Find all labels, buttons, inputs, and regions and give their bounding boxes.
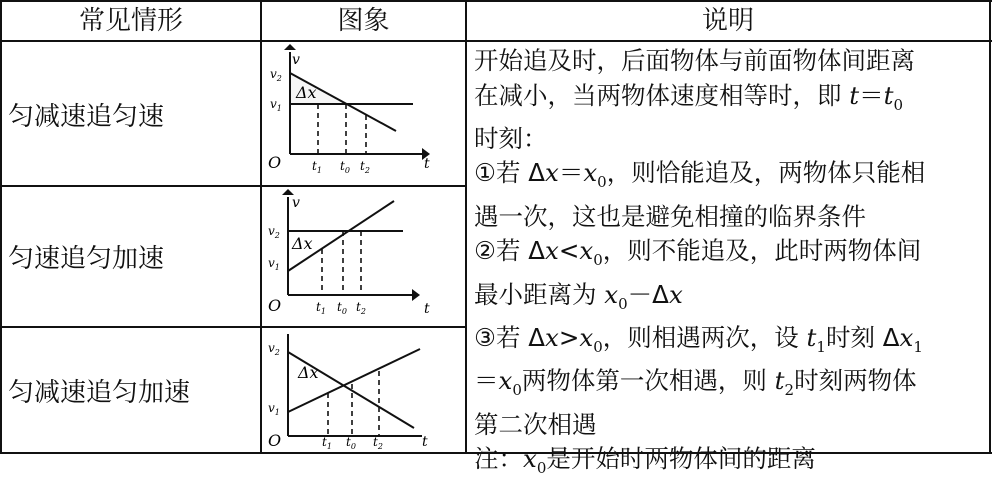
svg-text:t0: $t_0$	[337, 300, 347, 316]
explanation-line-8: ③若 $\Delta x>x_0$，则相遇两次，设 $t_1$时刻 $\Delta x_1$	[474, 323, 923, 356]
svg-text:t2: $t_2$	[360, 159, 370, 175]
svg-text:t0: $t_0$	[346, 435, 356, 451]
svg-text:v1: $v_1$	[268, 256, 280, 272]
explanation-line-4: ①若 $\Delta x=x_0$，则恰能追及，两物体只能相	[474, 158, 926, 192]
header-divider	[0, 40, 992, 42]
explanation-text	[474, 44, 986, 486]
vt-graph-3	[262, 328, 465, 452]
origin-label-1: O	[268, 153, 282, 172]
origin-label-2: O	[268, 296, 282, 315]
svg-text:t0: $t_0$	[340, 159, 350, 175]
svg-text:t: t	[422, 434, 428, 450]
svg-text:t2: $t_2$	[356, 300, 366, 316]
case-label-3: 匀减速追匀加速	[8, 378, 191, 408]
svg-text:v2: $v_2$	[270, 67, 282, 83]
svg-text:t: t	[424, 156, 430, 172]
delta-x-label-1: Δx	[296, 83, 317, 102]
header-graph: 图象	[337, 6, 390, 36]
svg-text:v1: $v_1$	[268, 401, 280, 417]
delta-x-label-3: Δx	[298, 363, 319, 382]
case-label-2: 匀速追匀加速	[8, 244, 165, 274]
explanation-line-3: 时刻：	[474, 123, 548, 153]
axis-v-label-1: v	[292, 52, 300, 68]
axis-v-label-2: v	[292, 195, 300, 211]
table-border-left	[0, 0, 2, 454]
svg-text:v2: $v_2$	[268, 224, 280, 240]
explanation-note: 注：$x_0$是开始时两物体间的距离	[474, 444, 816, 478]
svg-text:v2: $v_2$	[268, 341, 280, 357]
svg-text:t1: $t_1$	[316, 300, 326, 316]
svg-text:t1: $t_1$	[312, 159, 322, 175]
case-label-1: 匀减速追匀速	[8, 102, 165, 132]
table-border-right	[989, 0, 991, 454]
explanation-line-1: 开始追及时，后面物体与前面物体间距离	[474, 46, 915, 75]
explanation-line-5: 遇一次，这也是避免相撞的临界条件	[474, 201, 866, 231]
col-divider-2	[465, 0, 467, 454]
svg-text:v1: $v_1$	[270, 97, 282, 113]
header-situation: 常见情形	[78, 6, 183, 36]
svg-text:t1: $t_1$	[322, 435, 332, 451]
explanation-line-9: $=x_0$两物体第一次相遇，则 $t_2$时刻两物体	[474, 366, 917, 400]
vt-graph-1	[262, 42, 465, 185]
svg-text:t: t	[424, 301, 430, 317]
explanation-line-2: 在减小，当两物体速度相等时，即 $t=t_0$	[474, 80, 904, 114]
explanation-line-7: 最小距离为 $x_0-\Delta x$	[474, 279, 683, 313]
header-explanation: 说明	[701, 6, 754, 36]
explanation-line-6: ②若 $\Delta x<x_0$，则不能追及，此时两物体间	[474, 236, 922, 270]
delta-x-label-2: Δx	[292, 234, 313, 253]
explanation-line-10: 第二次相遇	[474, 409, 597, 439]
svg-text:t2: $t_2$	[373, 435, 383, 451]
vt-graph-2	[262, 187, 465, 326]
origin-label-3: O	[268, 431, 282, 450]
